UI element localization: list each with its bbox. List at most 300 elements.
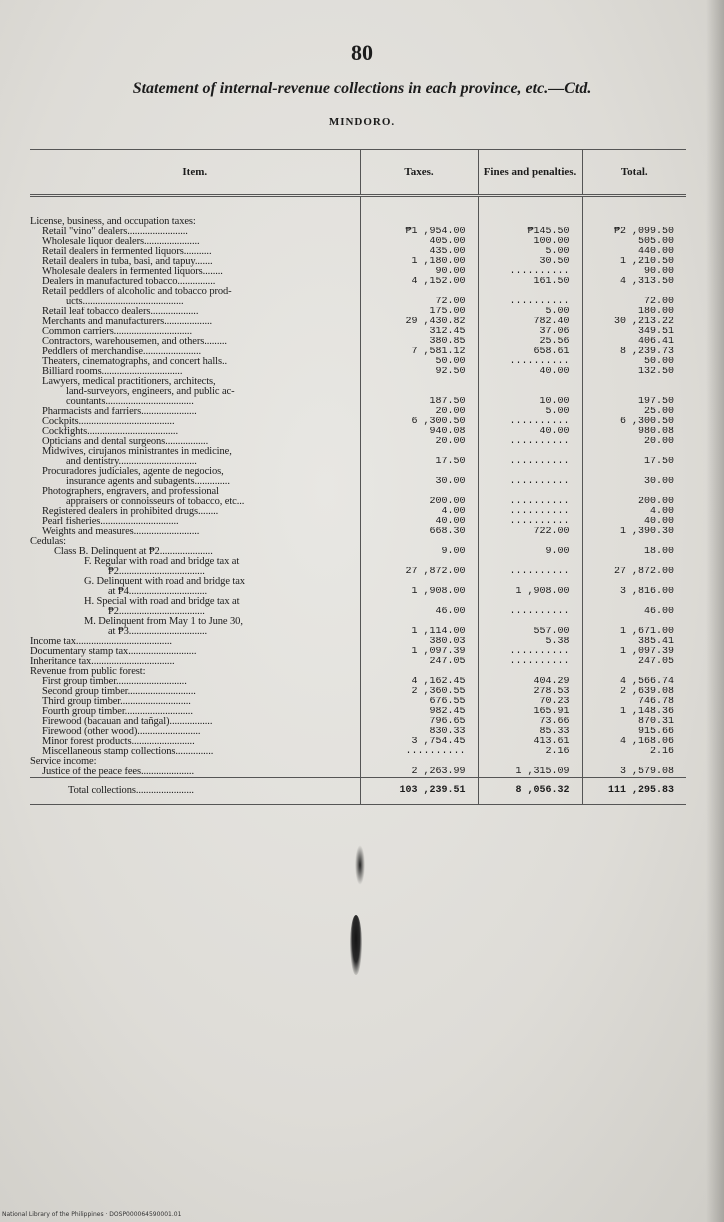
column-header-total: Total. xyxy=(582,150,686,196)
table-row xyxy=(30,657,686,667)
fines-cell: 722.00 xyxy=(478,527,582,537)
total-cell: 180.00 xyxy=(582,307,686,317)
fines-cell: 5.00 xyxy=(478,407,582,417)
table-row xyxy=(30,367,686,377)
fines-cell: .......... xyxy=(478,497,582,507)
table-row xyxy=(30,687,686,697)
fines-cell: 404.29 xyxy=(478,677,582,687)
column-header-item: Item. xyxy=(30,150,360,196)
item-cell: insurance agents and subagents.............. xyxy=(66,477,230,487)
table-row xyxy=(30,467,686,477)
fines-cell: 25.56 xyxy=(478,337,582,347)
table-row xyxy=(30,547,686,557)
total-cell: 2.16 xyxy=(582,747,686,757)
fines-cell xyxy=(478,617,582,627)
item-cell: Service income: xyxy=(30,757,97,767)
taxes-cell: 46.00 xyxy=(360,607,478,617)
table-row xyxy=(30,587,686,597)
total-cell: ₱2 ,099.50 xyxy=(582,227,686,237)
table-row xyxy=(30,747,686,757)
item-cell: Third group timber............................ xyxy=(42,697,191,707)
taxes-cell xyxy=(360,597,478,607)
total-cell: 746.78 xyxy=(582,697,686,707)
fines-cell: .......... xyxy=(478,297,582,307)
table-row xyxy=(30,507,686,517)
table-body xyxy=(30,196,686,805)
total-cell xyxy=(582,487,686,497)
table-row xyxy=(30,397,686,407)
fines-cell: 5.00 xyxy=(478,307,582,317)
total-cell xyxy=(582,667,686,677)
taxes-cell xyxy=(360,487,478,497)
item-cell: Theaters, cinematographs, and concert halls.. xyxy=(42,357,228,367)
item-cell: Retail "vino" dealers........................ xyxy=(42,227,188,237)
table-row xyxy=(30,307,686,317)
table-row xyxy=(30,447,686,457)
item-cell: Pharmacists and farriers...................... xyxy=(42,407,197,417)
page-number: 80 xyxy=(351,40,373,65)
ink-smudge xyxy=(355,845,365,885)
item-cell: License, business, and occupation taxes: xyxy=(30,217,196,227)
table-row xyxy=(30,537,686,547)
fines-cell: 40.00 xyxy=(478,367,582,377)
fines-cell xyxy=(478,557,582,567)
taxes-cell: 796.65 xyxy=(360,717,478,727)
total-cell: 17.50 xyxy=(582,457,686,467)
total-cell: 4 ,168.06 xyxy=(582,737,686,747)
item-cell: Cockpits...................................... xyxy=(42,417,175,427)
taxes-cell xyxy=(360,757,478,767)
item-cell: Documentary stamp tax........................... xyxy=(30,647,197,657)
fines-cell: 1 ,908.00 xyxy=(478,587,582,597)
taxes-cell: 50.00 xyxy=(360,357,478,367)
table-row xyxy=(30,607,686,617)
total-cell: 90.00 xyxy=(582,267,686,277)
total-cell: 200.00 xyxy=(582,497,686,507)
total-cell: 4.00 xyxy=(582,507,686,517)
item-cell: ₱2.................................. xyxy=(108,567,205,577)
total-cell: 3 ,816.00 xyxy=(582,587,686,597)
taxes-cell: 405.00 xyxy=(360,237,478,247)
item-cell: at ₱3............................... xyxy=(108,627,208,637)
fines-cell: 782.40 xyxy=(478,317,582,327)
item-cell: ucts........................................ xyxy=(66,297,184,307)
fines-cell: .......... xyxy=(478,567,582,577)
table-row xyxy=(30,407,686,417)
fines-cell: 37.06 xyxy=(478,327,582,337)
table-row xyxy=(30,627,686,637)
table-spacer-row xyxy=(30,196,686,218)
table-row xyxy=(30,237,686,247)
taxes-cell: 830.33 xyxy=(360,727,478,737)
fines-cell: .......... xyxy=(478,417,582,427)
fines-cell xyxy=(478,217,582,227)
total-cell: 870.31 xyxy=(582,717,686,727)
fines-cell: 10.00 xyxy=(478,397,582,407)
item-cell: Wholesale liquor dealers...................... xyxy=(42,237,200,247)
taxes-cell: 20.00 xyxy=(360,407,478,417)
taxes-cell: 676.55 xyxy=(360,697,478,707)
item-cell: Minor forest products......................... xyxy=(42,737,195,747)
item-cell: Common carriers............................... xyxy=(42,327,192,337)
total-cell xyxy=(582,377,686,387)
item-cell: Inheritance tax................................. xyxy=(30,657,175,667)
table-row xyxy=(30,217,686,227)
table-row xyxy=(30,247,686,257)
taxes-cell: 312.45 xyxy=(360,327,478,337)
item-cell: Billiard rooms................................ xyxy=(42,367,183,377)
taxes-cell: 27 ,872.00 xyxy=(360,567,478,577)
total-cell: 349.51 xyxy=(582,327,686,337)
scan-footer: National Library of the Philippines · DOSP000064590001.01 xyxy=(2,1211,182,1218)
total-cell: 30 ,213.22 xyxy=(582,317,686,327)
fines-cell xyxy=(478,577,582,587)
total-cell: 915.66 xyxy=(582,727,686,737)
fines-cell: .......... xyxy=(478,517,582,527)
total-cell xyxy=(582,757,686,767)
taxes-cell: 3 ,754.45 xyxy=(360,737,478,747)
item-cell: and dentistry............................... xyxy=(66,457,197,467)
table-row xyxy=(30,667,686,677)
item-cell: at ₱4............................... xyxy=(108,587,208,597)
total-cell: 46.00 xyxy=(582,607,686,617)
item-cell: Justice of the peace fees..................... xyxy=(42,767,194,777)
table-row xyxy=(30,577,686,587)
taxes-cell: ₱1 ,954.00 xyxy=(360,227,478,237)
table-row xyxy=(30,707,686,717)
fines-cell: 30.50 xyxy=(478,257,582,267)
table-row xyxy=(30,277,686,287)
table-row xyxy=(30,327,686,337)
fines-cell: .......... xyxy=(478,437,582,447)
total-cell: 132.50 xyxy=(582,367,686,377)
taxes-cell: 40.00 xyxy=(360,517,478,527)
total-cell: 3 ,579.08 xyxy=(582,767,686,778)
fines-cell: .......... xyxy=(478,507,582,517)
total-cell xyxy=(582,577,686,587)
total-cell: 4 ,566.74 xyxy=(582,677,686,687)
item-cell: Cedulas: xyxy=(30,537,66,547)
taxes-cell: 9.00 xyxy=(360,547,478,557)
total-cell: 6 ,300.50 xyxy=(582,417,686,427)
taxes-cell xyxy=(360,387,478,397)
total-label-cell: Total collections....................... xyxy=(30,778,360,805)
total-cell: 40.00 xyxy=(582,517,686,527)
fines-cell xyxy=(478,487,582,497)
fines-cell: 73.66 xyxy=(478,717,582,727)
item-cell: Registered dealers in prohibited drugs........ xyxy=(42,507,219,517)
item-cell: appraisers or connoisseurs of tobacco, etc... xyxy=(66,497,245,507)
table-row xyxy=(30,427,686,437)
taxes-cell: 6 ,300.50 xyxy=(360,417,478,427)
total-cell xyxy=(582,537,686,547)
item-cell: First group timber............................ xyxy=(42,677,187,687)
fines-cell xyxy=(478,377,582,387)
table-row xyxy=(30,357,686,367)
fines-cell: 278.53 xyxy=(478,687,582,697)
fines-cell: 9.00 xyxy=(478,547,582,557)
taxes-cell: 200.00 xyxy=(360,497,478,507)
item-cell: Retail dealers in tuba, basi, and tapuy....... xyxy=(42,257,213,267)
total-cell: 30.00 xyxy=(582,477,686,487)
table-row xyxy=(30,767,686,778)
fines-cell xyxy=(478,667,582,677)
taxes-cell: 17.50 xyxy=(360,457,478,467)
total-taxes-cell: 103 ,239.51 xyxy=(360,778,478,805)
item-cell: Photographers, engravers, and professional xyxy=(42,487,219,497)
item-cell: Miscellaneous stamp collections............... xyxy=(42,747,214,757)
total-cell: 197.50 xyxy=(582,397,686,407)
table-row xyxy=(30,477,686,487)
taxes-cell: 30.00 xyxy=(360,477,478,487)
table-row xyxy=(30,497,686,507)
fines-cell xyxy=(478,387,582,397)
fines-cell: 557.00 xyxy=(478,627,582,637)
taxes-cell xyxy=(360,537,478,547)
total-cell: 72.00 xyxy=(582,297,686,307)
fines-cell xyxy=(478,447,582,457)
fines-cell: 2.16 xyxy=(478,747,582,757)
taxes-cell: 668.30 xyxy=(360,527,478,537)
total-cell xyxy=(582,617,686,627)
item-cell: Wholesale dealers in fermented liquors........ xyxy=(42,267,223,277)
table-row xyxy=(30,417,686,427)
total-cell: 8 ,239.73 xyxy=(582,347,686,357)
taxes-cell xyxy=(360,617,478,627)
item-cell: Contractors, warehousemen, and others......... xyxy=(42,337,227,347)
fines-cell: 658.61 xyxy=(478,347,582,357)
item-cell: Second group timber........................... xyxy=(42,687,196,697)
taxes-cell: 4 ,162.45 xyxy=(360,677,478,687)
fines-cell: ₱145.50 xyxy=(478,227,582,237)
collections-table xyxy=(30,149,686,805)
taxes-cell xyxy=(360,557,478,567)
taxes-cell: 2 ,360.55 xyxy=(360,687,478,697)
total-cell: 4 ,313.50 xyxy=(582,277,686,287)
total-cell: 1 ,210.50 xyxy=(582,257,686,267)
item-cell: M. Delinquent from May 1 to June 30, xyxy=(84,617,243,627)
item-cell: H. Special with road and bridge tax at xyxy=(84,597,240,607)
fines-cell: .......... xyxy=(478,657,582,667)
item-cell: Firewood (other wood)......................... xyxy=(42,727,201,737)
page-edge-shadow xyxy=(706,0,724,1222)
item-cell: Fourth group timber........................... xyxy=(42,707,193,717)
taxes-cell: 72.00 xyxy=(360,297,478,307)
fines-cell xyxy=(478,537,582,547)
table-row xyxy=(30,637,686,647)
fines-cell: .......... xyxy=(478,607,582,617)
table-row xyxy=(30,757,686,767)
item-cell: Midwives, cirujanos ministrantes in medicine, xyxy=(42,447,232,457)
total-cell: 406.41 xyxy=(582,337,686,347)
table-row xyxy=(30,527,686,537)
item-cell: Firewood (bacauan and tañgal)................. xyxy=(42,717,213,727)
table-row xyxy=(30,557,686,567)
total-cell: 505.00 xyxy=(582,237,686,247)
fines-cell: .......... xyxy=(478,267,582,277)
taxes-cell xyxy=(360,447,478,457)
item-cell: Retail peddlers of alcoholic and tobacco prod- xyxy=(42,287,232,297)
item-cell: countants................................... xyxy=(66,397,194,407)
total-cell: 247.05 xyxy=(582,657,686,667)
grand-total-cell: 111 ,295.83 xyxy=(582,778,686,805)
taxes-cell: 982.45 xyxy=(360,707,478,717)
table-row xyxy=(30,267,686,277)
table-row xyxy=(30,297,686,307)
column-header-fines: Fines and penalties. xyxy=(478,150,582,196)
item-cell: Opticians and dental surgeons................. xyxy=(42,437,209,447)
total-cell: 18.00 xyxy=(582,547,686,557)
taxes-cell: 20.00 xyxy=(360,437,478,447)
item-cell: Peddlers of merchandise....................... xyxy=(42,347,201,357)
item-cell: Class B. Delinquent at ₱2..................... xyxy=(54,547,213,557)
fines-cell: 5.00 xyxy=(478,247,582,257)
taxes-cell: 92.50 xyxy=(360,367,478,377)
total-cell: 980.08 xyxy=(582,427,686,437)
taxes-cell: 90.00 xyxy=(360,267,478,277)
ink-smudge xyxy=(350,915,362,975)
total-cell: 385.41 xyxy=(582,637,686,647)
fines-cell xyxy=(478,467,582,477)
fines-cell: .......... xyxy=(478,457,582,467)
fines-cell: .......... xyxy=(478,647,582,657)
table-row xyxy=(30,457,686,467)
fines-cell: 1 ,315.09 xyxy=(478,767,582,778)
total-cell: 1 ,390.30 xyxy=(582,527,686,537)
item-cell: land-surveyors, engineers, and public ac- xyxy=(66,387,235,397)
section-heading: MINDORO. xyxy=(328,116,396,128)
taxes-cell xyxy=(360,577,478,587)
table-row xyxy=(30,517,686,527)
fines-cell: 85.33 xyxy=(478,727,582,737)
table-row xyxy=(30,337,686,347)
fines-cell: 40.00 xyxy=(478,427,582,437)
item-cell: Retail dealers in fermented liquors........... xyxy=(42,247,212,257)
taxes-cell: .......... xyxy=(360,747,478,757)
taxes-cell: 29 ,430.82 xyxy=(360,317,478,327)
item-cell: ₱2.................................. xyxy=(108,607,205,617)
column-header-taxes: Taxes. xyxy=(360,150,478,196)
taxes-cell xyxy=(360,217,478,227)
taxes-cell: 247.05 xyxy=(360,657,478,667)
total-cell xyxy=(582,217,686,227)
taxes-cell: 1 ,908.00 xyxy=(360,587,478,597)
table-row xyxy=(30,227,686,237)
fines-cell: 413.61 xyxy=(478,737,582,747)
taxes-cell xyxy=(360,287,478,297)
fines-cell xyxy=(478,597,582,607)
taxes-cell: 4.00 xyxy=(360,507,478,517)
table-row xyxy=(30,677,686,687)
table-row xyxy=(30,347,686,357)
total-cell: 1 ,671.00 xyxy=(582,627,686,637)
table-row xyxy=(30,617,686,627)
item-cell: Weights and measures.......................... xyxy=(42,527,200,537)
table-row xyxy=(30,647,686,657)
taxes-cell: 187.50 xyxy=(360,397,478,407)
fines-cell: 70.23 xyxy=(478,697,582,707)
taxes-cell: 7 ,581.12 xyxy=(360,347,478,357)
total-cell: 2 ,639.08 xyxy=(582,687,686,697)
taxes-cell: 380.85 xyxy=(360,337,478,347)
item-cell: Income tax...................................... xyxy=(30,637,172,647)
item-cell: Cockfights.................................... xyxy=(42,427,178,437)
taxes-cell xyxy=(360,467,478,477)
taxes-cell: 1 ,180.00 xyxy=(360,257,478,267)
total-cell xyxy=(582,287,686,297)
total-cell xyxy=(582,387,686,397)
fines-cell xyxy=(478,757,582,767)
table-row xyxy=(30,377,686,387)
table-row xyxy=(30,487,686,497)
fines-cell: 5.38 xyxy=(478,637,582,647)
total-cell: 27 ,872.00 xyxy=(582,567,686,577)
total-cell xyxy=(582,447,686,457)
total-cell xyxy=(582,557,686,567)
statement-title: Statement of internal-revenue collections in each province, etc.—Ctd. xyxy=(132,80,592,97)
table-row xyxy=(30,737,686,747)
taxes-cell: 175.00 xyxy=(360,307,478,317)
table-header-row xyxy=(30,150,686,196)
item-cell: Dealers in manufactured tobacco............... xyxy=(42,277,216,287)
table-row xyxy=(30,257,686,267)
total-cell: 1 ,097.39 xyxy=(582,647,686,657)
total-cell xyxy=(582,597,686,607)
taxes-cell: 435.00 xyxy=(360,247,478,257)
table-row xyxy=(30,597,686,607)
fines-cell: 161.50 xyxy=(478,277,582,287)
table-row xyxy=(30,287,686,297)
total-cell: 20.00 xyxy=(582,437,686,447)
fines-cell: 165.91 xyxy=(478,707,582,717)
table-row xyxy=(30,717,686,727)
taxes-cell xyxy=(360,667,478,677)
total-cell: 25.00 xyxy=(582,407,686,417)
taxes-cell: 2 ,263.99 xyxy=(360,767,478,778)
table-row xyxy=(30,567,686,577)
table-row xyxy=(30,727,686,737)
total-cell: 1 ,148.36 xyxy=(582,707,686,717)
total-fines-cell: 8 ,056.32 xyxy=(478,778,582,805)
taxes-cell: 1 ,114.00 xyxy=(360,627,478,637)
table-row xyxy=(30,437,686,447)
taxes-cell: 940.08 xyxy=(360,427,478,437)
taxes-cell: 4 ,152.00 xyxy=(360,277,478,287)
taxes-cell: 380.03 xyxy=(360,637,478,647)
taxes-cell xyxy=(360,377,478,387)
item-cell: Revenue from public forest: xyxy=(30,667,146,677)
item-cell: F. Regular with road and bridge tax at xyxy=(84,557,240,567)
item-cell: Retail leaf tobacco dealers................... xyxy=(42,307,199,317)
total-row xyxy=(30,778,686,805)
fines-cell: .......... xyxy=(478,357,582,367)
taxes-cell: 1 ,097.39 xyxy=(360,647,478,657)
fines-cell xyxy=(478,287,582,297)
fines-cell: 100.00 xyxy=(478,237,582,247)
item-cell: Procuradores judiciales, agente de negocios, xyxy=(42,467,224,477)
table-row xyxy=(30,317,686,327)
item-cell: Lawyers, medical practitioners, architects, xyxy=(42,377,216,387)
fines-cell: .......... xyxy=(478,477,582,487)
total-cell: 440.00 xyxy=(582,247,686,257)
item-cell: G. Delinquent with road and bridge tax xyxy=(84,577,245,587)
item-cell: Pearl fisheries............................... xyxy=(42,517,179,527)
item-cell: Merchants and manufacturers................... xyxy=(42,317,213,327)
table-row xyxy=(30,697,686,707)
total-cell: 50.00 xyxy=(582,357,686,367)
total-cell xyxy=(582,467,686,477)
table-row xyxy=(30,387,686,397)
